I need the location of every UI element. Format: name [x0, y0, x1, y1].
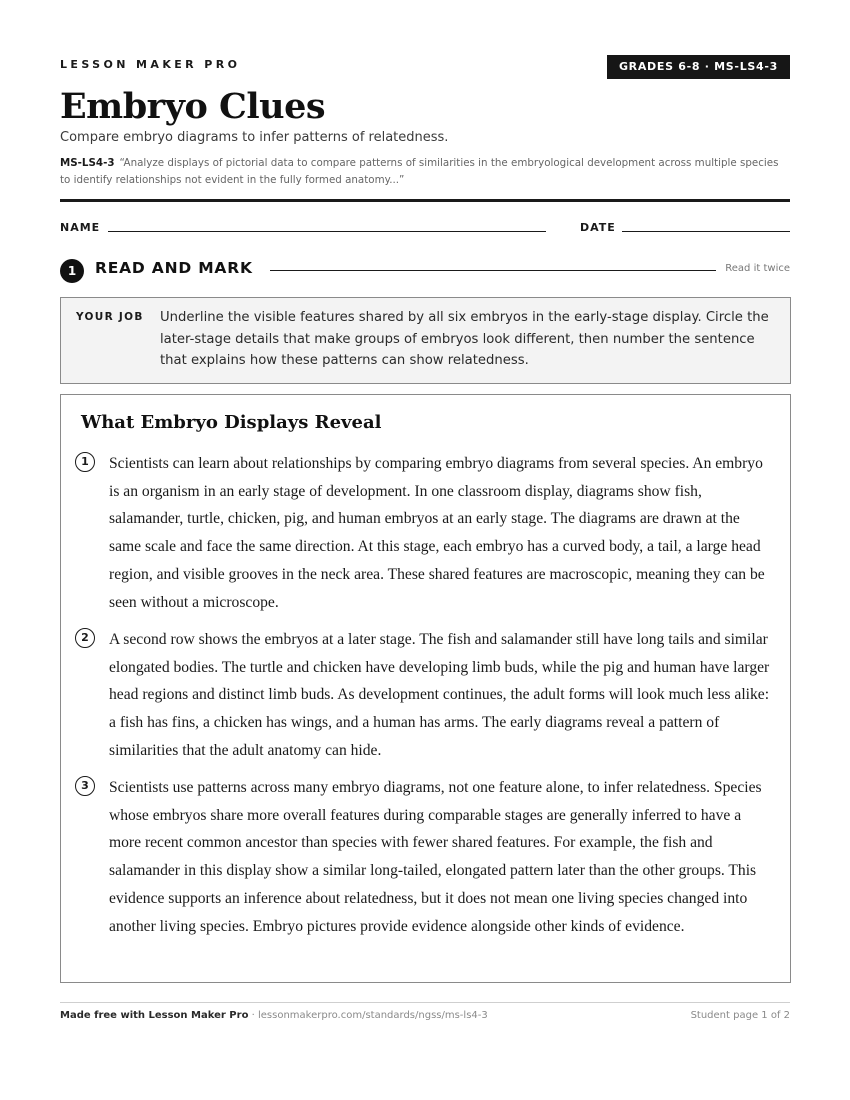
date-line[interactable] — [622, 231, 790, 232]
date-label: DATE — [580, 221, 616, 234]
name-line[interactable] — [108, 231, 546, 232]
standard-statement — [60, 155, 790, 189]
section-number-badge: 1 — [60, 259, 84, 283]
page-title: Embryo Clues — [60, 86, 326, 127]
job-box — [60, 297, 791, 384]
section-title: READ AND MARK — [95, 259, 253, 277]
header-divider — [60, 199, 790, 202]
brand-label: LESSON MAKER PRO — [60, 58, 241, 71]
name-label: NAME — [60, 221, 101, 234]
paragraph-number-badge: 2 — [75, 628, 95, 648]
footer-page-number: Student page 1 of 2 — [690, 1010, 790, 1021]
section-rule — [270, 270, 716, 271]
footer-credit — [60, 1010, 488, 1021]
footer-brand: Made free with Lesson Maker Pro — [60, 1010, 249, 1021]
footer-divider — [60, 1002, 790, 1003]
page-subtitle: Compare embryo diagrams to infer patterns of relatedness. — [60, 130, 449, 145]
standard-code: MS-LS4-3 — [60, 157, 115, 169]
paragraph-number-badge: 3 — [75, 776, 95, 796]
reading-box — [60, 394, 791, 983]
grade-badge: GRADES 6-8 · MS-LS4-3 — [607, 55, 790, 79]
section-note: Read it twice — [725, 263, 790, 274]
footer-url[interactable]: lessonmakerpro.com/standards/ngss/ms-ls4-3 — [257, 1010, 488, 1021]
standard-text: “Analyze displays of pictorial data to compare patterns of similarities in the embryological development across multiple species to identify relationships not evident in the fully formed anatomy...” — [60, 157, 779, 186]
reading-title: What Embryo Displays Reveal — [81, 412, 382, 433]
paragraph-number-badge: 1 — [75, 452, 95, 472]
paragraph-text: A second row shows the embryos at a later stage. The fish and salamander still have long tails and similar elongated bodies. The turtle and chicken have developing limb buds, while the pig and human have larger head regions and distinct limb buds. As development continues, the adult forms will look much less alike: a fish has fins, a chicken has wings, and a human has arms. The early diagrams reveal a pattern of similarities that the adult anatomy can hide. — [109, 631, 770, 759]
job-instructions: Underline the visible features shared by all six embryos in the early-stage display. Circle the later-stage details that make groups of embryos look different, then number the sentence that explains how these patterns can show relatedness. — [160, 310, 769, 368]
paragraph-text: Scientists use patterns across many embryo diagrams, not one feature alone, to infer relatedness. Species whose embryos share more overall features during comparable stages are generally inferred to have a more recent common ancestor than species with fewer shared features. For example, the fish and salamander in this display show a similar long-tailed, elongated pattern later than the other groups. This evidence supports an inference about relatedness, but it does not mean one living species changed into another living species. Embryo pictures provide evidence alongside other kinds of evidence. — [109, 779, 762, 935]
footer-separator: · — [248, 1010, 258, 1021]
paragraph-text: Scientists can learn about relationships by comparing embryo diagrams from several species. An embryo is an organism in an early stage of development. In one classroom display, diagrams show fish, salamander, turtle, chicken, pig, and human embryos at an early stage. The diagrams are drawn at the same scale and face the same direction. At this stage, each embryo has a curved body, a tail, a large head region, and visible grooves in the neck area. These shared features are macroscopic, meaning they can be seen without a microscope. — [109, 455, 765, 611]
job-label: YOUR JOB — [76, 311, 144, 323]
